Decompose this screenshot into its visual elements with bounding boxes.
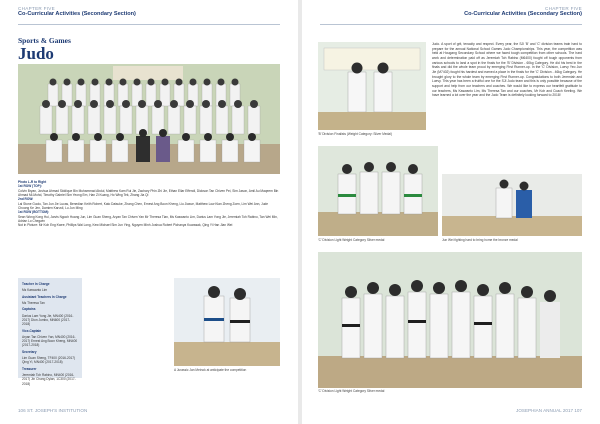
- names-list: [18, 180, 280, 227]
- left-page: [0, 0, 298, 424]
- not-in-picture: Not in Picture: Mr Koh Eng Kwee, Phillips Wai Long, Kew Michael Sim Jun Ying, Nguyen Minh Joshua Robert Pichanya Kuarasak, Qing Yi Han Jian Wei: [18, 223, 233, 228]
- right-chapter: CHAPTER FIVE: [544, 6, 582, 11]
- action-caption: A Jurassic Jan Meinok at anticipate the competition: [174, 368, 247, 372]
- info-item: [22, 282, 78, 293]
- row3-label: 1st ROW (BOTTOM):: [18, 210, 50, 215]
- info-label: Vice-Captain: [22, 328, 42, 333]
- silver-medal-illustration: [318, 146, 438, 236]
- bronze-fight-illustration: [442, 174, 582, 236]
- right-footer: JOSEPHIAN ANNUAL 2017 107: [516, 408, 582, 413]
- names-title: Photo L-R to Right: [18, 180, 47, 184]
- info-item: [22, 367, 78, 386]
- right-header-rule: [320, 24, 582, 25]
- right-chapter-title: Co-Curricular Activities (Secondary Section): [464, 11, 582, 17]
- medal-winners-photo: [318, 42, 426, 130]
- article-body: Judo. A sport of grit, tenacity and respect. Every year, the SJI 'B' and 'C' division teams train hard to prepare for the annual National School Games Judo Championships. This year, the competition was held at Hougang Secondary School where we faced tough competition from other schools. The hard work and determination paid off as Jeremiah Toh Rabino (M6400) fought off tough opponents from various schools to land a spot in the finals for the 'B' Division - 60kg Category. He did his best in the finals and did the whole team proud by emerging First Runner-up. In the 'C' Division, Luevy Yeo Jun Jie (M7402) fought his hardest and earned a place in the finals for the 'C' Division - 46kg Category. He brought glory to the whole team by emerging First Runner-up. Congratulations to both Jeremiah and Luevy. This year has been a fruitful one for the SJI Judo team and this is only possible because of the support and help from our teachers and coaches. We would like to express our heartfelt gratitude to our teachers, Ms Kaswanto Lim, Ms Theresa Tan and our coaches, Mr Koh and Coach Keeling. We have learned a lot over the year and the Judo Team is definitely looking forward to 2018!: [432, 42, 582, 98]
- row1-label: 1st ROW (TOP):: [18, 184, 42, 189]
- caption-d: 'C' Division Light Weight Category Silver medal: [318, 389, 385, 393]
- caption-a: 'B' Division Finalists (Weight Category: Silver Medal): [318, 132, 392, 136]
- info-text: Aryan Tan Chiven Yan, MN400 (2016-2017) Ernest Ang Boon Kheng, MN400 (2017-2018): [22, 334, 78, 348]
- left-chapter: CHAPTER FIVE: [18, 6, 56, 11]
- page-heading: Judo: [18, 44, 54, 63]
- judo-action-photo: [174, 278, 280, 366]
- team-photo-illustration: [18, 64, 280, 174]
- left-header: [18, 6, 136, 26]
- info-item: [22, 350, 78, 365]
- judo-action-illustration: [174, 278, 280, 366]
- team-celebration-photo: [318, 252, 582, 388]
- info-label: Treasurer: [22, 366, 37, 371]
- info-item: [22, 329, 78, 348]
- info-text: Lim Guan Sheng, TF400 (2016-2017) Qing Yi, MN400 (2017-2018): [22, 356, 76, 365]
- row3-names: Sean Wong Kong Hui, Jarvis Ngooh Huang Jun, Lim Guan Sheng, Aryan Tan Chiven Yan Mr Theresa Tian, Ms Kaswanto Lim, Darius Lam Yong Jie, Jeremiah Toh Rabino, Tan Wei Min, Adrian Lo Chegwin: [18, 214, 278, 223]
- silver-medal-photo: [318, 146, 438, 236]
- team-photo: [18, 64, 280, 174]
- caption-c: Jun Wei fighting hard to bring home the bronze medal: [442, 238, 518, 242]
- left-footer: 106 ST. JOSEPH'S INSTITUTION: [18, 408, 88, 413]
- caption-b: 'C' Division Light Weight Category Silver medal: [318, 238, 385, 242]
- team-celebration-illustration: [318, 252, 582, 388]
- left-header-rule: [18, 24, 280, 25]
- right-page: [302, 0, 600, 424]
- info-text: Ms Theresa Tan: [22, 300, 45, 305]
- info-text: Jeremiah Toh Rabino, MN400 (2016-2017) Jin Chang Dylan, 1C300 (2017-2018): [22, 373, 76, 386]
- info-label: Captains: [22, 307, 36, 312]
- right-header: [464, 6, 582, 26]
- info-box: [18, 278, 82, 386]
- row2-label: 2nd ROW:: [18, 197, 34, 202]
- info-text: Darius Lam Yong Jie, MN400 (2016-2017) Dion Jumbo, MN600 (2017-2018): [22, 313, 74, 327]
- section-label: Sports & Games: [18, 36, 71, 45]
- bronze-fight-photo: [442, 174, 582, 236]
- info-text: Ms Kaswanto Lim: [22, 288, 48, 293]
- info-label: Assistant Teachers In Charge: [22, 294, 67, 299]
- medal-winners-illustration: [318, 42, 426, 130]
- info-label: Secretary: [22, 349, 37, 354]
- left-chapter-title: Co-Curricular Activities (Secondary Section): [18, 11, 136, 17]
- info-item: [22, 307, 78, 326]
- info-item: [22, 295, 78, 306]
- row1-names: Colvin Bryan, Joshua Ahmad Siddique Bin Muhammad Abdul, Matthew Kam Rui Jie, Zachary Phin Zhi Jie, Ethan Ellar Effendi, Dickson Tan Chiven Pei, Sim Jason, Amil Au Maqeem Bin Ahmad Mi-Mohd, Timothy Gabriel Sim Yeong Ern, Han Zi Kuang, Ho Wing Tek, Zhang Jia Qi: [18, 188, 279, 197]
- row2-names: Lai Stone Guolu, Tan Jun Jie Lucas, Benedian Keith Robert, Kato Daisuke, Zhang Chen, Ernest Ang Boon Kheng, Liu Jiaxue, Matthew Low Kian Zheng Zoen, Lim Wei Ann, Jude Choong Ke Jen, Damien Karuvil, Lu Jun Ming: [18, 201, 269, 210]
- info-label: Teacher In Charge: [22, 282, 50, 286]
